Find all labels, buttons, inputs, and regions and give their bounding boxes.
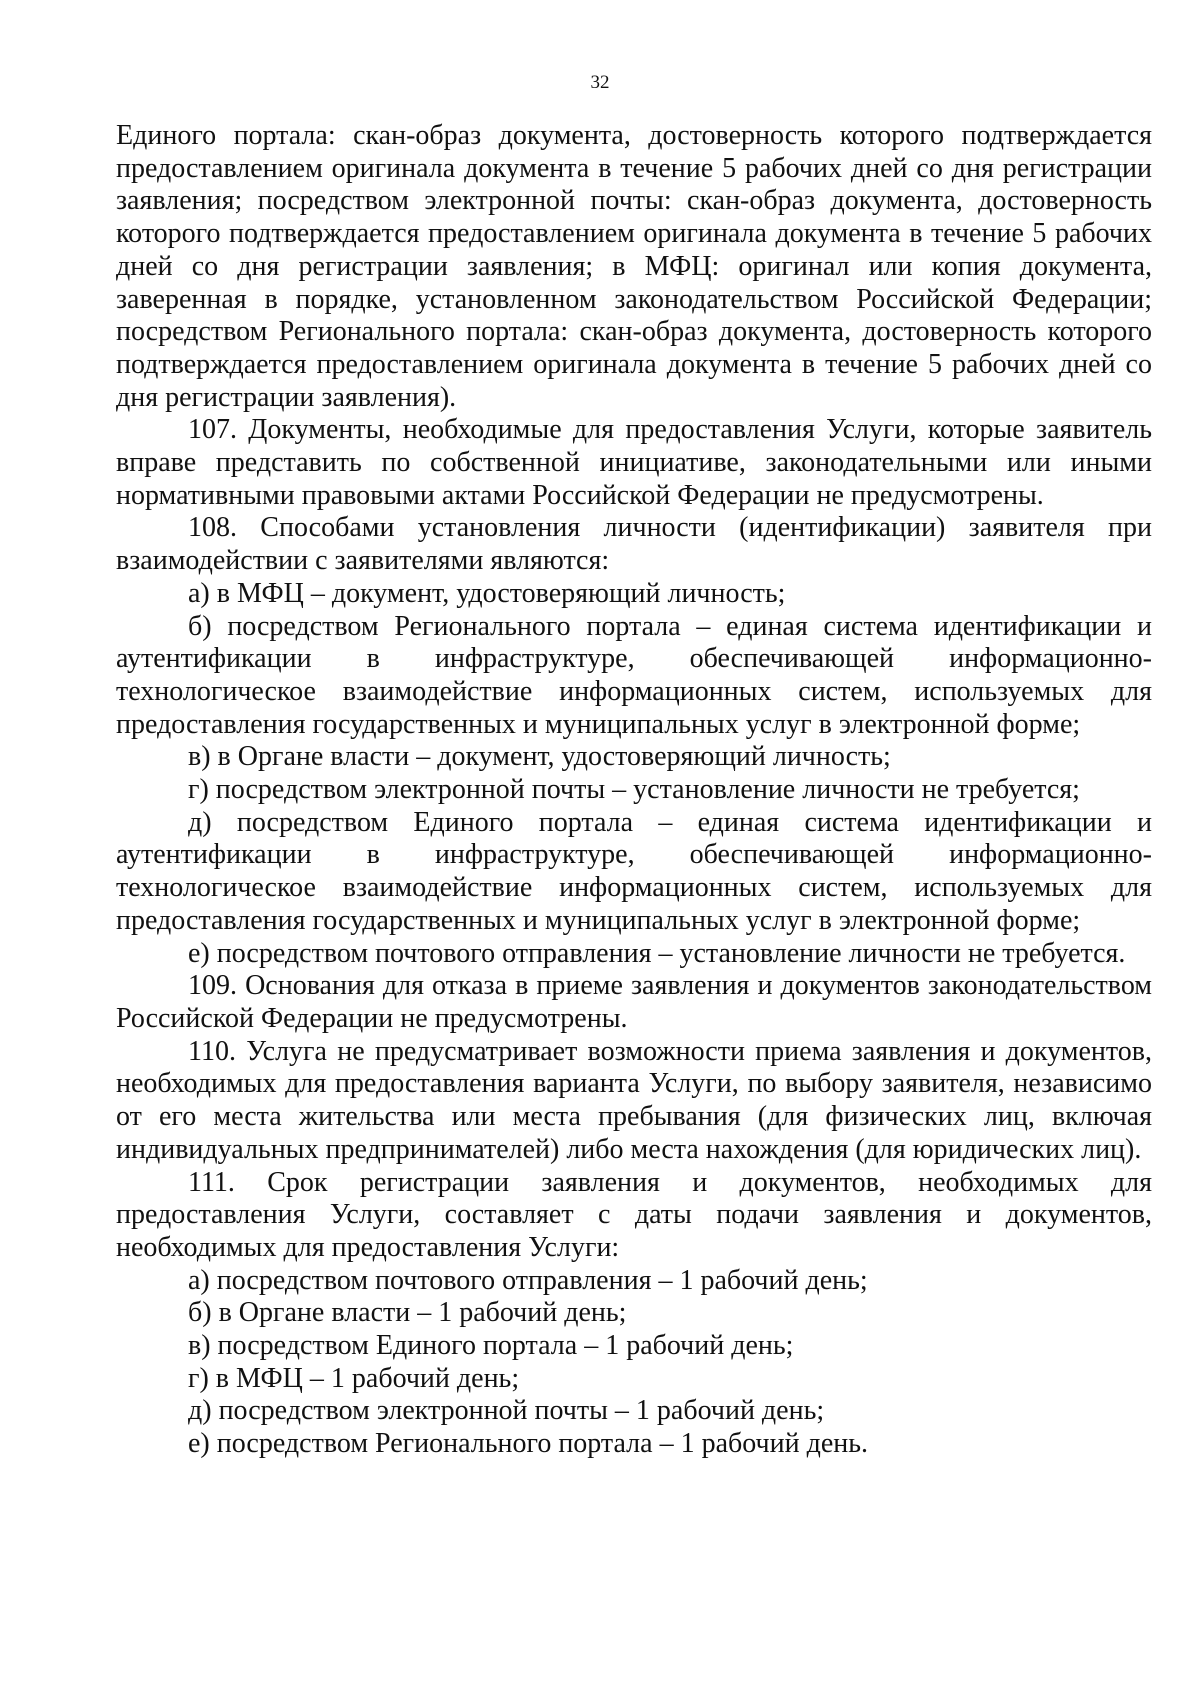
paragraph-110: 110. Услуга не предусматривает возможности приема заявления и документов, необходимых для предоставления варианта Услуги, по выбору заявителя, независимо от его места жительства или места пребывания (для физических лиц, включая индивидуальных предпринимателей) либо места нахождения (для юридических лиц). — [116, 1035, 1152, 1165]
paragraph-109: 109. Основания для отказа в приеме заявления и документов законодательством Российской Федерации не предусмотрены. — [116, 970, 1152, 1034]
page-number: 32 — [590, 72, 610, 93]
list-item-108-a: а) в МФЦ – документ, удостоверяющий личность; — [188, 577, 786, 609]
list-item-111-d: д) посредством электронной почты – 1 рабочий день; — [188, 1395, 825, 1427]
list-item-108-g: г) посредством электронной почты – установление личности не требуется; — [188, 774, 1080, 806]
list-item-111-g: г) в МФЦ – 1 рабочий день; — [188, 1362, 520, 1394]
paragraph-111: 111. Срок регистрации заявления и документов, необходимых для предоставления Услуги, составляет с даты подачи заявления и документов, необходимых для предоставления Услуги: — [116, 1166, 1152, 1263]
list-item-108-d: д) посредством Единого портала – единая система идентификации и аутентификации в инфраструктуре, обеспечивающей информационно-технологическое взаимодействие информационных систем, используемых для предоставления государственных и муниципальных услуг в электронной форме; — [116, 806, 1152, 936]
list-item-108-v: в) в Органе власти – документ, удостоверяющий личность; — [188, 741, 891, 773]
document-body — [116, 120, 1152, 1461]
list-item-111-e: е) посредством Регионального портала – 1 рабочий день. — [188, 1428, 869, 1460]
list-item-111-b: б) в Органе власти – 1 рабочий день; — [188, 1297, 627, 1329]
paragraph-108: 108. Способами установления личности (идентификации) заявителя при взаимодействии с заявителями являются: — [116, 512, 1152, 577]
list-item-111-v: в) посредством Единого портала – 1 рабочий день; — [188, 1330, 794, 1362]
list-item-111-a: а) посредством почтового отправления – 1 рабочий день; — [188, 1264, 868, 1296]
paragraph-continuation: Единого портала: скан-образ документа, достоверность которого подтверждается предоставлением оригинала документа в течение 5 рабочих дней со дня регистрации заявления; посредством электронной почты: скан-образ документа, достоверность которого подтверждается предоставлением оригинала документа в течение 5 рабочих дней со дня регистрации заявления; в МФЦ: оригинал или копия документа, заверенная в порядке, установленном законодательством Российской Федерации; посредством Регионального портала: скан-образ документа, достоверность которого подтверждается предоставлением оригинала документа в течение 5 рабочих дней со дня регистрации заявления). — [116, 120, 1152, 413]
list-item-108-b: б) посредством Регионального портала – единая система идентификации и аутентификации в инфраструктуре, обеспечивающей информационно-технологическое взаимодействие информационных систем, используемых для предоставления государственных и муниципальных услуг в электронной форме; — [116, 610, 1152, 740]
list-item-108-e: е) посредством почтового отправления – установление личности не требуется. — [188, 937, 1126, 969]
paragraph-107: 107. Документы, необходимые для предоставления Услуги, которые заявитель вправе представить по собственной инициативе, законодательными или иными нормативными правовыми актами Российской Федерации не предусмотрены. — [116, 414, 1152, 511]
